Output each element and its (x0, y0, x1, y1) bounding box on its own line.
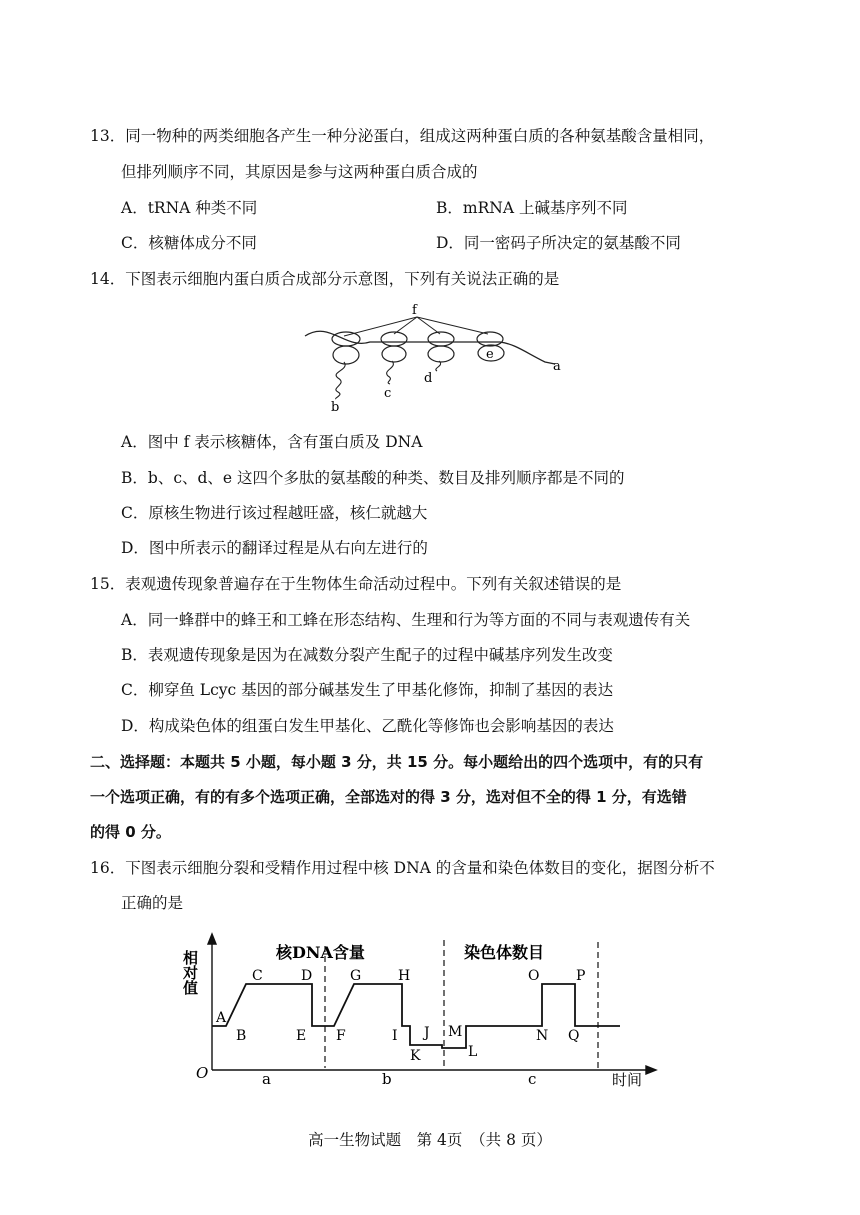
point-D: D (301, 968, 313, 984)
x-axis-label: 时间 (612, 1071, 643, 1089)
point-L: L (468, 1044, 478, 1060)
point-F: F (336, 1028, 346, 1044)
section2-line3: 的得 0 分。 (90, 823, 171, 841)
x-axis-arrow (646, 1066, 656, 1074)
ribosome-4 (477, 332, 503, 346)
q15-option-a: A．同一蜂群中的蜂王和工蜂在形态结构、生理和行为等方面的不同与表观遗传有关 (121, 611, 691, 629)
y-axis-arrow (208, 934, 216, 944)
point-P: P (576, 968, 586, 984)
q14-option-d: D．图中所表示的翻译过程是从右向左进行的 (121, 539, 428, 557)
label-a: a (553, 359, 561, 374)
q13-option-d: D．同一密码子所决定的氨基酸不同 (436, 234, 681, 252)
q15-option-c: C．柳穿鱼 Lcyc 基因的部分碱基发生了甲基化修饰，抑制了基因的表达 (121, 681, 614, 699)
page-footer: 高一生物试题 第 4页 （共 8 页） (308, 1131, 552, 1149)
point-A: A (216, 1010, 227, 1026)
ribosome-2 (381, 332, 407, 346)
point-G: G (350, 968, 362, 984)
region-dna-title: 核DNA含量 (276, 943, 365, 962)
dna-content-line (212, 984, 620, 1048)
origin-label: O (196, 1064, 209, 1082)
q15-stem: 15．表观遗传现象普遍存在于生物体生命活动过程中。下列有关叙述错误的是 (90, 575, 622, 593)
q13-stem-line2: 但排列顺序不同，其原因是参与这两种蛋白质合成的 (121, 163, 478, 181)
q16-stem-line1: 16．下图表示细胞分裂和受精作用过程中核 DNA 的含量和染色体数目的变化，据图分析不 (90, 859, 715, 877)
y-axis-label: 相对值 (181, 950, 199, 995)
point-H: H (398, 968, 411, 984)
q14-stem: 14．下图表示细胞内蛋白质合成部分示意图，下列有关说法正确的是 (90, 270, 560, 288)
q14-option-a: A．图中 f 表示核糖体，含有蛋白质及 DNA (121, 433, 423, 451)
point-B: B (236, 1028, 247, 1044)
label-c: c (384, 386, 392, 401)
point-E: E (296, 1028, 307, 1044)
point-C: C (252, 968, 263, 984)
segment-b: b (382, 1070, 392, 1088)
segment-a: a (262, 1070, 271, 1088)
point-I: I (392, 1028, 398, 1044)
point-K: K (410, 1048, 421, 1064)
polypeptide-c (387, 361, 394, 384)
q14-option-c: C．原核生物进行该过程越旺盛，核仁就越大 (121, 504, 428, 522)
polypeptide-d (436, 361, 441, 371)
section2-line1: 二、选择题：本题共 5 小题，每小题 3 分，共 15 分。每小题给出的四个选项中，有的只有 (90, 753, 704, 771)
ribosome-1 (332, 332, 360, 346)
dna-chromosome-chart (180, 930, 670, 1090)
q13-stem-line1: 13．同一物种的两类细胞各产生一种分泌蛋白，组成这两种蛋白质的各种氨基酸含量相同， (90, 127, 715, 145)
segment-c: c (528, 1070, 537, 1088)
translation-figure (300, 300, 580, 415)
q13-option-c: C．核糖体成分不同 (121, 234, 257, 252)
point-J: J (424, 1025, 430, 1041)
q14-option-b: B．b、c、d、e 这四个多肽的氨基酸的种类、数目及排列顺序都是不同的 (121, 469, 625, 487)
point-N: N (536, 1028, 549, 1044)
q13-option-b: B．mRNA 上碱基序列不同 (436, 199, 628, 217)
label-b: b (331, 400, 340, 415)
q15-option-d: D．构成染色体的组蛋白发生甲基化、乙酰化等修饰也会影响基因的表达 (121, 717, 614, 735)
section2-line2: 一个选项正确，有的有多个选项正确，全部选对的得 3 分，选对但不全的得 1 分，有选错 (90, 788, 687, 806)
label-f: f (412, 303, 417, 318)
ribosome-3 (428, 332, 454, 346)
point-Q: Q (568, 1028, 580, 1044)
point-M: M (448, 1024, 463, 1040)
f-connector-lines (344, 317, 488, 336)
label-e: e (486, 347, 494, 362)
ribosome-1-lower (333, 346, 359, 364)
q15-option-b: B．表观遗传现象是因为在减数分裂产生配子的过程中碱基序列发生改变 (121, 646, 613, 664)
point-O: O (528, 968, 540, 984)
label-d: d (424, 371, 433, 386)
polypeptide-b (336, 362, 345, 399)
q16-stem-line2: 正确的是 (121, 894, 184, 912)
ribosome-2-lower (382, 346, 406, 362)
ribosome-3-lower (428, 346, 454, 362)
q13-option-a: A．tRNA 种类不同 (121, 199, 258, 217)
region-chromosome-title: 染色体数目 (464, 943, 545, 962)
